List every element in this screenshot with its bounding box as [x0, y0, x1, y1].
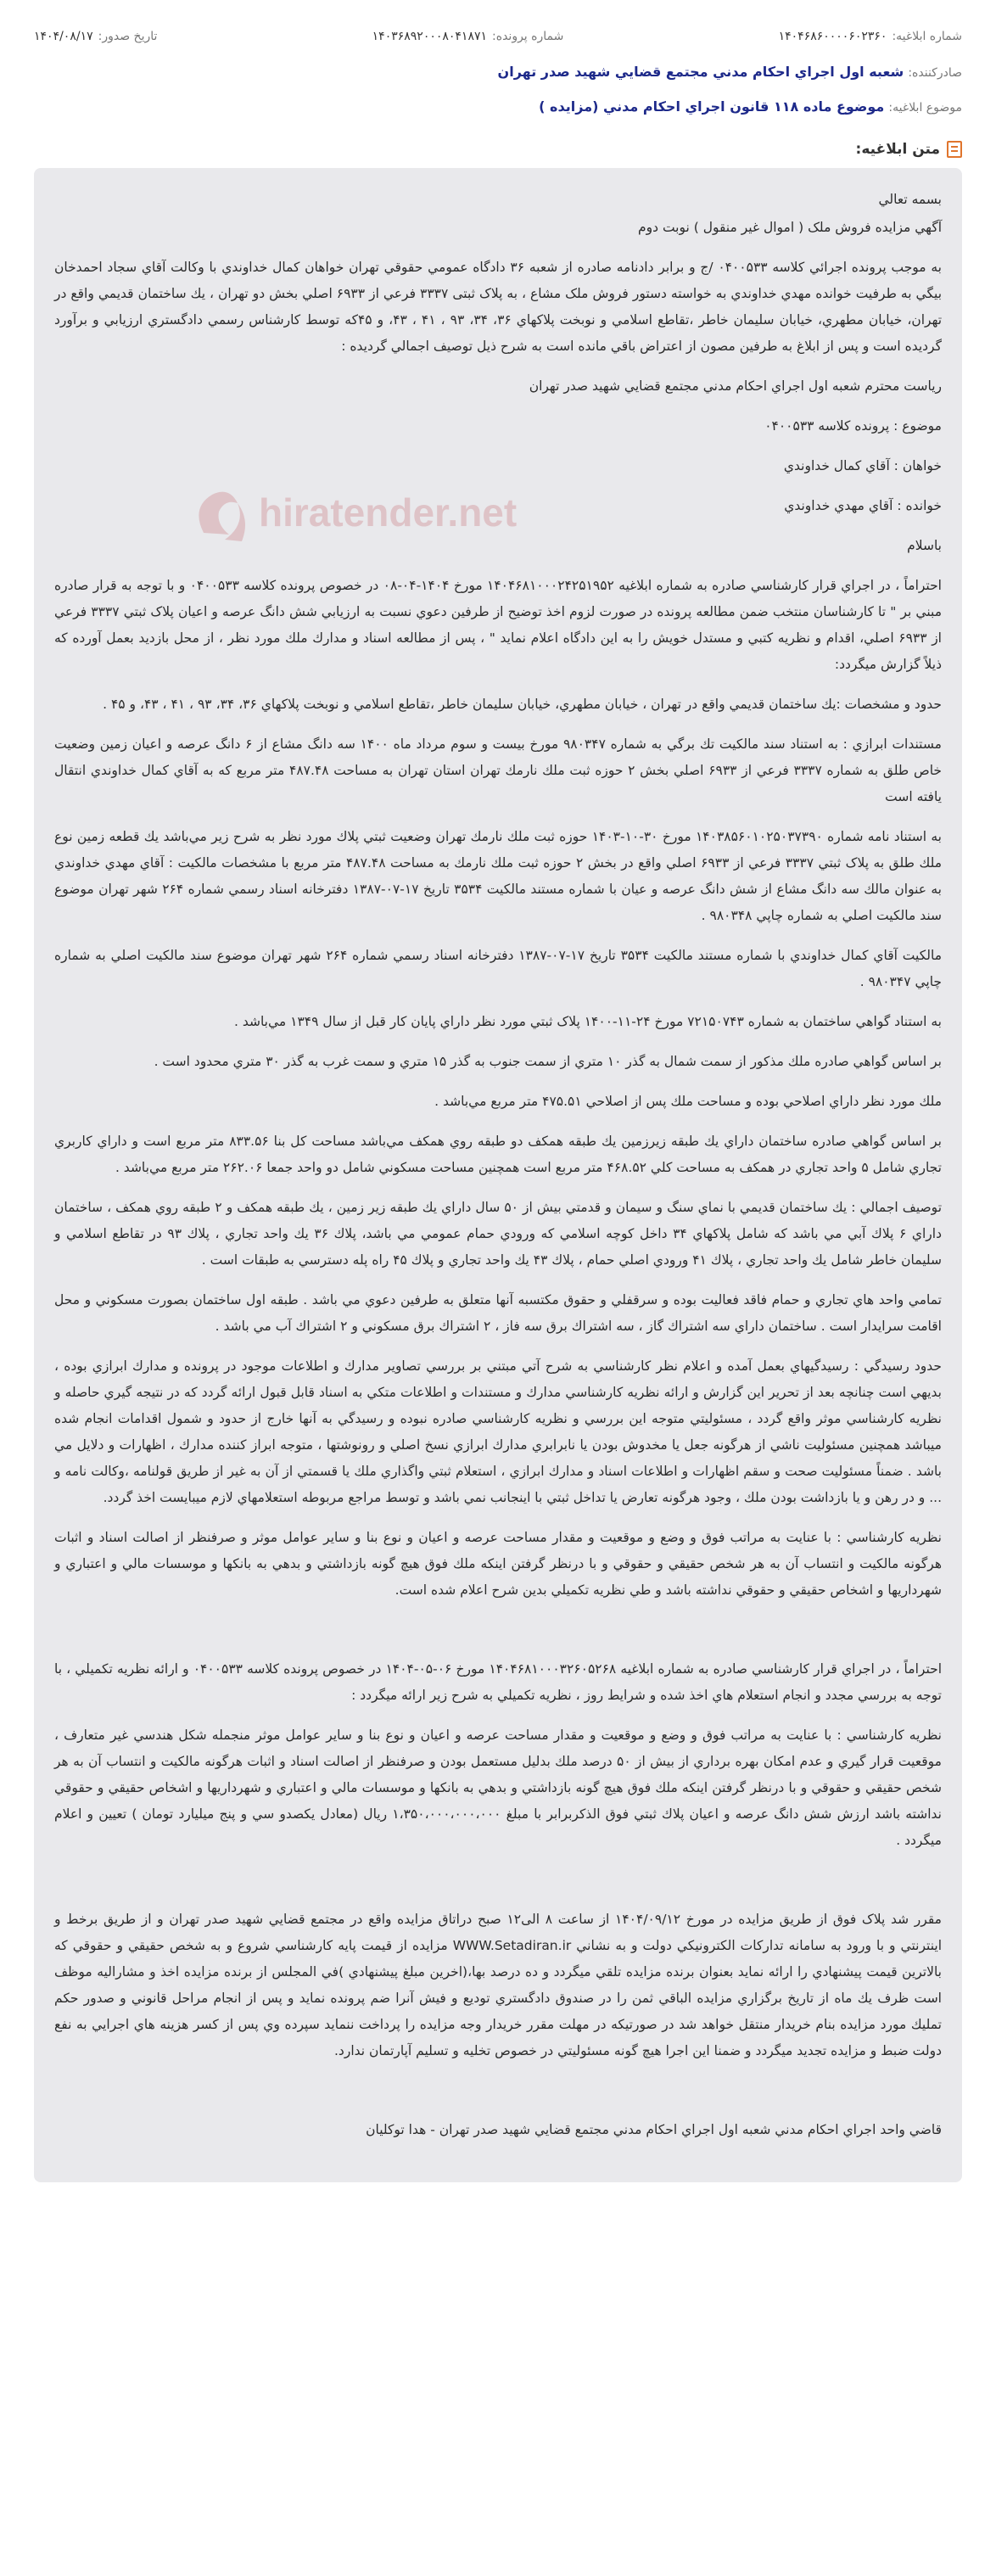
notice-paragraph: مقرر شد پلاک فوق از طريق مزايده در مورخ ۱۴۰۴/۰۹/۱۲ از ساعت ۸ الی۱۲ صبح دراتاق مزايده واقع در مجتمع قضايي شهيد صدر تهران و از طريق برخط و اينترنتي و با ورود به سامانه تداركات الكترونيكي دولت و به نشاني WWW.Setadiran.ir مزايده از قيمت پايه كارشناسي شروع و به شخص حقيقي و حقوقي كه بالاترين قيمت پيشنهادي را ارائه نمايد بعنوان برنده مزايده تلقي ميگردد و ده درصد بها،(اخرين مبلغ پيشنهادي )في المجلس از برنده مزايده اخذ و مشاراليه موظف است ظرف يك ماه از تاريخ برگزاري مزايده الباقي ثمن را در صندوق دادگستري توديع و فيش آنرا ضم پرونده نمايد و پس از انجام مراحل قانوني و صدور حكم تمليك مورد مزايده بنام خريدار منتقل خواهد شد در صورتيكه در مهلت مقرر خريدار وجه مزايده را پرداخت ننمايد سپرده وي پس از كسر هزينه هاي اجرايي به نفع دولت ضبط و مزايده تجديد ميگردد و ضمنا اين اجرا هيچ گونه مسئوليتي در خصوص تخليه و تسليم آپارتمان ندارد. [54, 1912, 942, 2058]
notice-paragraph: ملك مورد نظر داراي اصلاحي بوده و مساحت ملك پس از اصلاحي ۴۷۵.۵۱ متر مربع مي‌باشد . [434, 1094, 942, 1109]
notice-paragraph: حدود رسيدگي : رسيدگيهاي بعمل آمده و اعلام نظر كارشناسي به شرح آتي مبتني بر بررسي تصاوير مدارك و اطلاعات موجود در پرونده و مدارك ابرازي بوده ، بديهي است چنانچه بعد از تحرير اين گزارش و ارائه نظريه كارشناسي مدارك و مستندات و اطلاعات متكي به اسناد قابل قبول ارائه گردد كه در نتيجه گيري حاصله و نظريه كارشناسي موثر واقع گردد ، مسئوليتي متوجه اين بررسي و نظريه كارشناسي صادره نبوده و رسيدگي به آنها خارج از حدود و شمول اقدامات انجام شده ميباشد همچنين مسئوليت ناشي از هرگونه جعل يا مخدوش بودن يا نابرابري مدارك ابرازي نسخ اصلي و رونوشتها ، متوجه ابراز كننده مدارك ، اظهارات و دلايل مي باشد . ضمناً مسئوليت صحت و سقم اظهارات و اطلاعات اسناد و مدارك ابرازي ، استعلام ثبتي واگذاري ملك يا قسمتي از آن به غير از طريق قولنامه ،وكالت نامه و ... و در رهن و يا بازداشت بودن ملك ، وجود هرگونه تعارض يا تداخل ثبتي با اينجانب نمي باشد و توسط مراجع مربوطه استعلامهاي لازم ميبايست اخذ گردد. [54, 1358, 942, 1505]
document-icon [947, 141, 962, 158]
issuer-value: شعبه اول اجراي احكام مدني مجتمع قضايي شهيد صدر تهران [497, 64, 904, 80]
watermark-text: hiratender.net [259, 490, 518, 535]
subject-row [34, 96, 962, 119]
notice-paragraph: خواهان : آقاي كمال خداوندي [783, 458, 942, 473]
notice-paragraph: مالكيت آقاي كمال خداوندي با شماره مستند مالكيت ۳۵۳۴ تاريخ ۱۷-۰۷-۱۳۸۷ دفترخانه اسناد رسمي شماره ۲۶۴ شهر تهران موضوع سند مالكيت اصلي به شماره چاپي ۹۸۰۳۴۷ . [54, 948, 943, 989]
issuer-label: صادرکننده: [908, 66, 962, 80]
notice-paragraph: به استناد گواهي ساختمان به شماره ۷۲۱۵۰۷۴۳ مورخ ۲۴-۱۱-۱۴۰۰ پلاک ثبتي مورد نظر داراي پايان كار قبل از سال ۱۳۴۹ مي‌باشد . [233, 1014, 942, 1029]
notice-paragraph: قاضي واحد اجراي احكام مدني شعبه اول اجراي احكام مدني مجتمع قضايي شهيد صدر تهران - هدا توكليان [366, 2122, 942, 2137]
paragraph-spacer [54, 2078, 942, 2117]
notice-paragraph: بسمه تعالي [878, 192, 942, 207]
case-number [372, 30, 564, 43]
notice-paragraphs [54, 187, 942, 2143]
notice-paragraph: مستندات ابرازي : به استناد سند مالكيت تك برگي به شماره ۹۸۰۳۴۷ مورخ بيست و سوم مرداد ماه ۱۴۰۰ سه دانگ مشاع از ۶ دانگ عرصه و اعيان زمين وضعيت خاص طلق به شماره ۳۳۳۷ فرعي از ۶۹۳۳ اصلي بخش ۲ حوزه ثبت ملك نارمك تهران استان تهران به مساحت ۴۸۷.۴۸ متر مربع كه به آقاي كمال خداوندي انتقال يافته است [54, 736, 942, 804]
case-number-label: شماره پرونده: [492, 30, 564, 43]
notice-number-value: ۱۴۰۴۶۸۶۰۰۰۰۶۰۲۳۶۰ [778, 30, 887, 43]
notice-paragraph: توصيف اجمالي : يك ساختمان قديمي با نماي سنگ و سيمان و قدمتي بيش از ۵۰ سال داراي يك طبقه زير زمين ، يك طبقه همكف و ۲ طبقه روي همكف ، ساختمان داراي ۶ پلاك آبي مي باشد كه شامل پلاكهاي ۳۴ داخل كوچه اسلامي كه ورودي حمام عمومي مي باشد، پلاك ۳۶ يك واحد تجاري ، پلاك ۹۳ در تقاطع اسلامي و سليمان خاطر شامل يك واحد تجاري ، پلاك ۴۱ ورودي اصلي حمام ، پلاك ۴۳ يك واحد تجاري و پلاك ۴۵ راه پله دسترسي به طبقات است . [54, 1200, 943, 1268]
notice-paragraph: به موجب پرونده اجرائي كلاسه ۰۴۰۰۵۳۳ /ج و برابر دادنامه صادره از شعبه ۳۶ دادگاه عمومي حقوقي تهران خواهان كمال خداوندي با وكالت آقاي سجاد احمدخان بيگي به طرفيت خوانده مهدي خداوندي به خواسته دستور فروش ملک مشاع ، به پلاک ثبتی ۳۳۳۷ فرعي از ۶۹۳۳ اصلي بخش دو تهران ، يك ساختمان قديمي واقع در تهران، خيابان مطهري، خيابان سليمان خاطر ،تقاطع اسلامي و نوبخت پلاکهاي ۳۶، ۳۴، ۹۳ ، ۴۱ ، ۴۳، و ۴۵که توسط كارشناس رسمي دادگستري ارزيابي و برآورد گرديده است و پس از ابلاغ به طرفين مصون از اعتراض باقي مانده است به شرح ذيل توصيف اجمالي گرديده : [54, 260, 943, 354]
notice-paragraph: احتراماً ، در اجراي قرار كارشناسي صادره به شماره ابلاغيه ۱۴۰۴۶۸۱۰۰۰۳۲۶۰۵۲۶۸ مورخ ۰۶-۰۵-۱۴۰۴ در خصوص پرونده كلاسه ۰۴۰۰۵۳۳ و ارائه نظريه تكميلي ، با توجه به بررسي مجدد و انجام استعلام هاي اخذ شده و شرايط روز ، نظريه تكميلي به شرح زير ارائه ميگردد : [54, 1661, 943, 1703]
notice-paragraph: خوانده : آقاي مهدي خداوندي [784, 498, 942, 513]
issue-date-label: تاريخ صدور: [98, 30, 158, 43]
notice-paragraph: احتراماً ، در اجراي قرار كارشناسي صادره به شماره ابلاغيه ۱۴۰۴۶۸۱۰۰۰۲۴۲۵۱۹۵۲ مورخ ۱۴۰۴-۰۴-۰۸ در خصوص پرونده كلاسه ۰۴۰۰۵۳۳ و با توجه به قرار صادره مبني بر " تا كارشناسان منتخب ضمن مطالعه پرونده در صورت لزوم اخذ توضيح از طرفين دعوي نسبت به ارزيابي شش دانگ عرصه و اعيان پلاک ثبتي ۳۳۳۷ فرعي از ۶۹۳۳ اصلي، اقدام و نظريه كتبي و مستدل خويش را به اين دادگاه اعلام نمايد " ، پس از مطالعه اسناد و مدارك ملك مورد نظر ، از محل بازديد بعمل آورده كه ذيلاً گزارش ميگردد: [54, 578, 943, 672]
notice-paragraph: رياست محترم شعبه اول اجراي احكام مدني مجتمع قضايي شهيد صدر تهران [529, 378, 942, 394]
subject-value: موضوع ماده ۱۱۸ قانون اجراي احكام مدني (مزايده ) [539, 98, 885, 115]
issuer-row [34, 61, 962, 84]
notice-paragraph: موضوع : پرونده كلاسه ۰۴۰۰۵۳۳ [764, 418, 942, 434]
notice-paragraph: نظريه كارشناسي : با عنايت به مراتب فوق و وضع و موقعيت و مقدار مساحت عرصه و اعيان و نوع بنا و ساير عوامل موثر و صرفنظر از اصالت اسناد و اثبات هرگونه مالكيت و انتساب آن به هر شخص حقيقي و حقوقي و با درنظر گرفتن اينكه ملك فوق هيچ گونه بازداشتي و بدهي به بانكها و موسسات مالي و اعتباري و شهرداريها و اشخاص حقيقي و حقوقي نداشته باشد و طي نظريه تكميلي بدين شرح اعلام شده است. [54, 1530, 942, 1598]
notice-paragraph: آگهي مزايده فروش ملک ( اموال غير منقول ) نوبت دوم [638, 220, 942, 235]
notice-text-title: متن ابلاغیه: [855, 141, 940, 158]
subject-label: موضوع ابلاغيه: [888, 101, 962, 115]
notice-paragraph: نظريه كارشناسي : با عنايت به مراتب فوق و وضع و موقعيت و مقدار مساحت عرصه و اعيان و نوع بنا و ساير عوامل موثر منجمله شكل هندسي غير متعارف ، موقعيت قرار گيري و عدم امكان بهره برداري از بيش از ۵۰ درصد ملك بدليل مستعمل بودن و صرفنظر از اصالت اسناد و اثبات هرگونه مالكيت و انتساب آن به هر شخص حقيقي و حقوقي و با درنظر گرفتن اينكه ملك فوق هيچ گونه بازداشتي و بدهي به بانكها و موسسات مالي و اعتباري و شهرداريها و اشخاص حقيقي و حقوقي نداشته باشد ارزش شش دانگ عرصه و اعيان پلاك ثبتي فوق الذكربرابر با مبلغ ۱،۳۵۰،۰۰۰،۰۰۰،۰۰۰ ريال (معادل يكصدو سي و پنج ميليارد تومان ) تعيين و اعلام ميگردد . [54, 1728, 942, 1848]
notice-number [779, 30, 962, 43]
paragraph-spacer [54, 1868, 942, 1907]
issue-date [34, 30, 157, 43]
paragraph-spacer [54, 1617, 942, 1656]
issue-date-value: ۱۴۰۴/۰۸/۱۷ [34, 30, 93, 43]
notice-paragraph: بر اساس گواهي صادره ساختمان داراي يك طبقه زيرزمين يك طبقه همكف دو طبقه روي همكف مي‌باشد مساحت كل بنا ۸۳۳.۵۶ متر مربع است و داراي كاربري تجاري شامل ۵ واحد تجاري در همكف به مساحت كلي ۴۶۸.۵۲ متر مربع است همچنين مساحت مسكوني شامل دو واحد جمعا ۲۶۲.۰۶ متر مربع مي‌باشد . [54, 1134, 942, 1175]
notice-meta-row [34, 24, 962, 49]
notice-body [34, 168, 962, 2182]
notice-paragraph: حدود و مشخصات :يك ساختمان قديمي واقع در تهران ، خيابان مطهري، خيابان سليمان خاطر ،تقاطع اسلامي و نوبخت پلاکهاي ۳۶، ۳۴، ۹۳ ، ۴۱ ، ۴۳، و ۴۵ . [103, 697, 942, 712]
notice-text-heading [34, 141, 962, 158]
notice-paragraph: به استناد نامه شماره ۱۴۰۳۸۵۶۰۱۰۲۵۰۳۷۳۹۰ مورخ ۳۰-۱۰-۱۴۰۳ حوزه ثبت ملك نارمك تهران وضعيت ثبتي پلاك مورد نظر به شرح زير مي‌باشد يك قطعه زمين نوع ملك طلق به پلاک ثبتي ۳۳۳۷ فرعي از ۶۹۳۳ اصلي واقع در بخش ۲ حوزه ثبت ملك نارمك به مساحت ۴۸۷.۴۸ متر مربع با مشخصات مالكيت : آقاي مهدي خداوندي به عنوان مالك سه دانگ مشاع از شش دانگ عرصه و عيان با شماره مستند مالكيت ۳۵۳۴ تاريخ ۱۷-۰۷-۱۳۸۷ دفترخانه اسناد رسمي شماره ۲۶۴ شهر تهران موضوع سند مالكيت اصلي به شماره چاپي ۹۸۰۳۴۸ . [54, 829, 942, 923]
notice-paragraph: باسلام [907, 538, 942, 553]
case-number-value: ۱۴۰۳۶۸۹۲۰۰۰۸۰۴۱۸۷۱ [372, 30, 488, 43]
notice-paragraph: تمامي واحد هاي تجاري و حمام فاقد فعاليت بوده و سرقفلي و حقوق مكتسبه آنها متعلق به طرفين دعوي مي باشد . طبقه اول ساختمان بصورت مسكوني و محل اقامت سرايدار است . ساختمان داراي سه اشتراك گاز ، سه اشتراك برق سه فاز ، ۲ اشتراك برق مسكوني و ۲ اشتراك آب مي باشد . [54, 1292, 942, 1334]
notice-paragraph: بر اساس گواهي صادره ملك مذكور از سمت شمال به گذر ۱۰ متري از سمت جنوب به گذر ۱۵ متري و سمت غرب به گذر ۳۰ متري محدود است . [154, 1054, 942, 1069]
notice-number-label: شماره ابلاغيه: [892, 30, 962, 43]
